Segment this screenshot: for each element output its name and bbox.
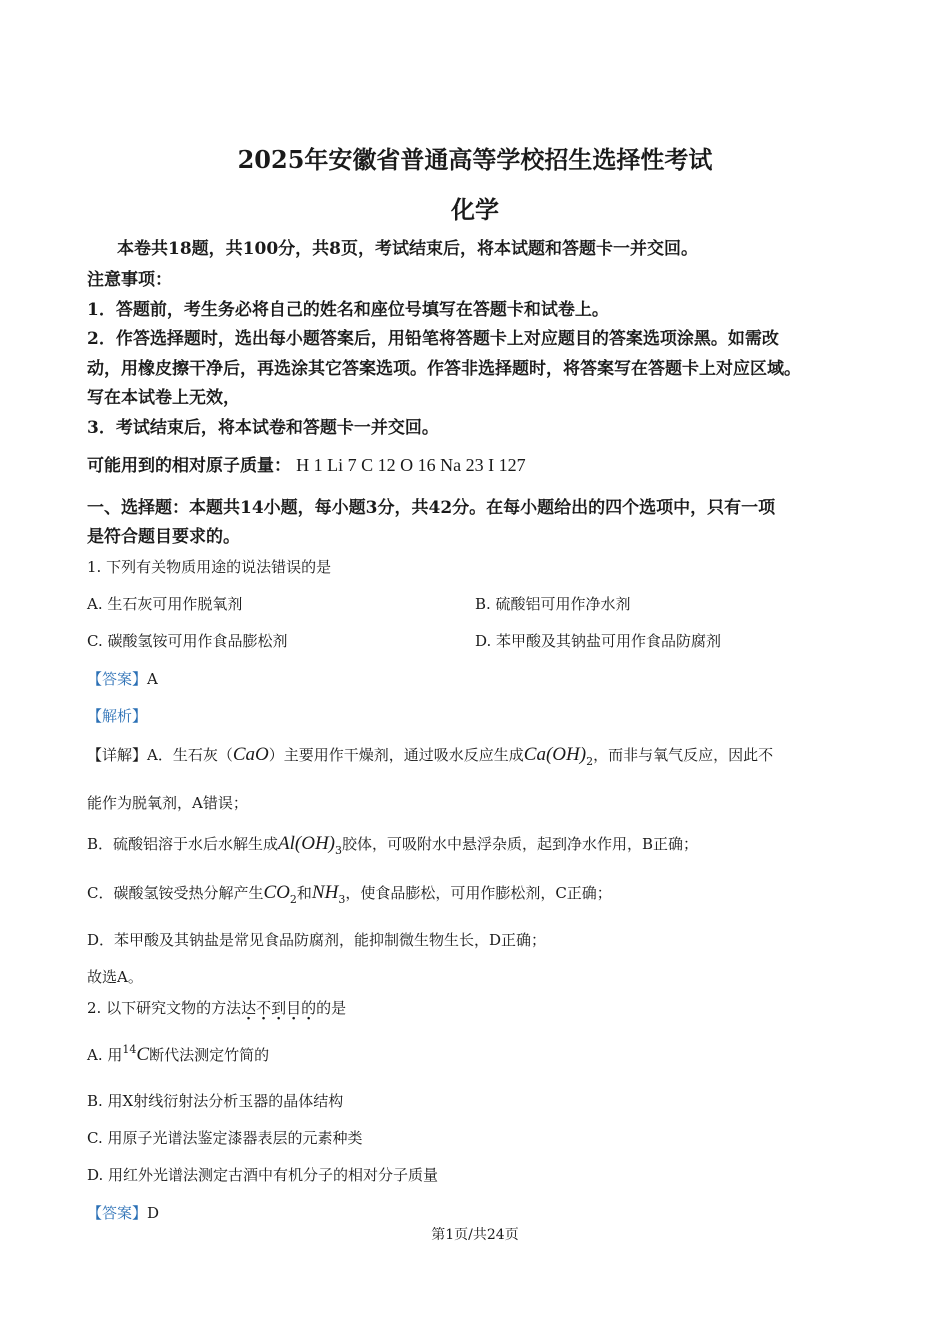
intro-summary: 本卷共18题，共100分，共8页，考试结束后，将本试题和答题卡一并交回。 xyxy=(117,239,698,259)
atomic-mass-label: 可能用到的相对原子质量： xyxy=(87,456,291,476)
q2-option-d: D. 用红外光谱法测定古酒中有机分子的相对分子质量 xyxy=(87,1166,439,1184)
q1-conclusion: 故选A。 xyxy=(87,968,143,986)
formula-cao: CaO xyxy=(232,744,269,765)
emphasis-char: 达 xyxy=(241,999,257,1017)
note-2-line-3: 写在本试卷上无效， xyxy=(87,388,240,408)
q2-option-a: A. 用$^{14}$C断代法测定竹简的 xyxy=(87,1043,270,1065)
formula-aloh3: Al(OH) xyxy=(278,833,336,854)
atomic-mass-line xyxy=(87,451,526,476)
q1-detail-c: C．碳酸氢铵受热分解产生$CO_2$和$NH_3$，使食品膨松，可用作膨松剂，C正确； xyxy=(87,882,612,906)
subject-title: 化学 xyxy=(451,195,499,224)
answer-value: D xyxy=(147,1204,160,1222)
q1-option-d: D. 苯甲酸及其钠盐可用作食品防腐剂 xyxy=(475,632,722,650)
formula-co2: CO xyxy=(263,882,290,903)
formula-nh3: NH xyxy=(311,882,339,903)
q2-answer xyxy=(87,1202,159,1223)
q1-detail-b: B．硫酸铝溶于水后水解生成$Al(OH)_3$胶体，可吸附水中悬浮杂质，起到净水作用，B正确； xyxy=(87,833,699,857)
emphasis-char: 不 xyxy=(256,999,272,1017)
note-2-line-2: 动，用橡皮擦干净后，再选涂其它答案选项。作答非选择题时，将答案写在答题卡上对应区域。 xyxy=(87,359,801,379)
q1-analysis-tag: 【解析】 xyxy=(87,707,148,725)
emphasis-char: 目 xyxy=(286,999,302,1017)
section-1-header-line-1: 一、选择题：本题共14小题，每小题3分，共42分。在每小题给出的四个选项中，只有一项 xyxy=(87,498,776,518)
detail-tag: 【详解】 xyxy=(87,746,148,764)
q1-detail-d: D．苯甲酸及其钠盐是常见食品防腐剂，能抑制微生物生长，D正确； xyxy=(87,931,547,949)
note-1: 1．答题前，考生务必将自己的姓名和座位号填写在答题卡和试卷上。 xyxy=(87,300,609,320)
emphasis-char: 到 xyxy=(271,999,287,1017)
section-1-header-line-2: 是符合题目要求的。 xyxy=(87,527,240,547)
answer-value: A xyxy=(147,670,158,688)
notes-title: 注意事项： xyxy=(87,270,172,290)
q1-answer xyxy=(87,668,158,689)
atomic-mass-values: H 1 Li 7 C 12 O 16 Na 23 I 127 xyxy=(296,455,526,475)
emphasis-char: 的 xyxy=(301,999,317,1017)
q2-option-b: B. 用X射线衍射法分析玉器的晶体结构 xyxy=(87,1092,344,1110)
note-3: 3．考试结束后，将本试卷和答题卡一并交回。 xyxy=(87,418,439,438)
note-2-line-1: 2．作答选择题时，选出每小题答案后，用铅笔将答题卡上对应题目的答案选项涂黑。如需改 xyxy=(87,329,779,349)
answer-tag: 【答案】 xyxy=(87,670,148,688)
q1-option-c: C. 碳酸氢铵可用作食品膨松剂 xyxy=(87,632,288,650)
q1-stem: 1. 下列有关物质用途的说法错误的是 xyxy=(87,558,332,576)
answer-tag: 【答案】 xyxy=(87,1204,148,1222)
exam-title: 2025年安徽省普通高等学校招生选择性考试 xyxy=(237,145,713,174)
formula-caoh2: Ca(OH) xyxy=(523,744,587,765)
q1-option-a: A. 生石灰可用作脱氧剂 xyxy=(87,595,243,613)
q1-option-b: B. 硫酸铝可用作净水剂 xyxy=(475,595,631,613)
page-footer: 第1页/共24页 xyxy=(431,1227,519,1243)
formula-c14: C xyxy=(136,1044,150,1065)
q2-option-c: C. 用原子光谱法鉴定漆器表层的元素种类 xyxy=(87,1129,363,1147)
q1-detail-a-line-2: 能作为脱氧剂，A错误； xyxy=(87,794,248,812)
q1-detail-a: 【详解】A．生石灰（CaO）主要用作干燥剂，通过吸水反应生成$Ca(OH)_2$，而非与氧气反应，因此不 xyxy=(87,744,774,768)
q2-stem: 2. 以下研究文物的方法达不到目的的是 xyxy=(87,999,347,1017)
